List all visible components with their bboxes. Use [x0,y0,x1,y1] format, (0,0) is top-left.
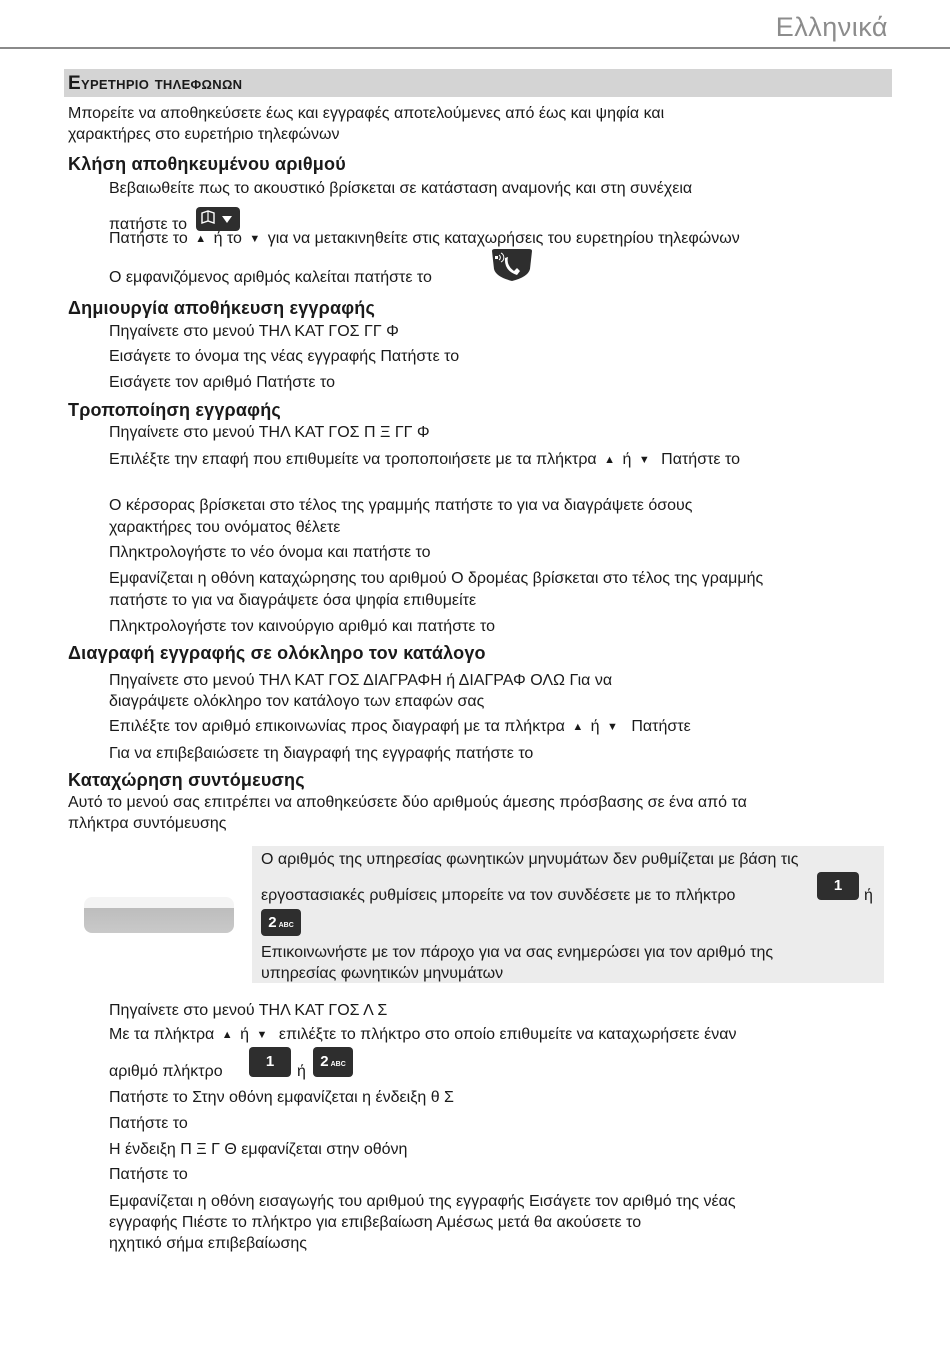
edit-line-2 [109,449,740,471]
key-2-digit: 2 [320,1053,329,1070]
edit-line-6: Εμφανίζεται η οθόνη καταχώρησης του αριθμού Ο δρομέας βρίσκεται στο τέλος της γραμμής [109,570,764,587]
shortcut-line-4-c: επιλέξτε το πλήκτρο στο οποίο επιθυμείτε να καταχωρήσετε έναν [278,1026,737,1043]
shortcut-line-12: ηχητικό σήμα επιβεβαίωσης [109,1235,307,1252]
delete-line-1: Πηγαίνετε στο μενού ΤΗΛ ΚΑΤ ΓΟΣ ΔΙΑΓΡΑΦΗ ή ΔΙΑΓΡΑΦ ΟΛΩ Για να [109,672,613,689]
up-arrow-icon: ▲ [195,233,207,245]
note-or: ή [864,887,873,904]
key-2-icon [261,909,301,936]
key-1-label: 1 [817,872,859,900]
edit-line-7: πατήστε το για να διαγράψετε όσα ψηφία επιθυμείτε [109,592,477,609]
language-label: Ελληνικά [775,12,888,42]
shortcut-line-5-a: αριθμό πλήκτρο [109,1063,223,1080]
header-divider [0,47,950,49]
edit-line-2-a: Επιλέξτε την επαφή που επιθυμείτε να τροποποιήσετε με τα πλήκτρα [109,451,597,468]
up-arrow-icon: ▲ [604,454,616,466]
shortcut-line-4-a: Με τα πλήκτρα [109,1026,215,1043]
shortcut-line-5-b: ή [297,1063,306,1080]
edit-line-8: Πληκτρολογήστε τον καινούργιο αριθμό και πατήστε το [109,618,495,635]
create-line-1: Πηγαίνετε στο μενού ΤΗΛ ΚΑΤ ΓΟΣ ΓΓ Φ [109,323,399,340]
shortcut-line-9: Πατήστε το [109,1166,188,1183]
note-line-2: εργοστασιακές ρυθμίσεις μπορείτε να τον συνδέσετε με το πλήκτρο [261,887,736,904]
edit-line-1: Πηγαίνετε στο μενού ΤΗΛ ΚΑΤ ΓΟΣ Π Ξ ΓΓ Φ [109,424,430,441]
edit-line-2-c: Πατήστε το [661,451,740,468]
up-arrow-icon: ▲ [572,721,584,733]
delete-line-3-c: Πατήστε [631,718,691,735]
call-line-2-text: πατήστε το [109,216,188,233]
key-2-label [313,1047,353,1077]
shortcut-line-1: Αυτό το μενού σας επιτρέπει να αποθηκεύσετε δύο αριθμούς άμεσης πρόσβασης σε ένα από τα [68,794,747,811]
call-line-3-c: για να μετακινηθείτε στις καταχωρήσεις του ευρετηρίου τηλεφώνων [267,230,740,247]
heading-edit-entry: Τροποποίηση εγγραφής [68,400,281,420]
shortcut-line-7: Πατήστε το [109,1115,188,1132]
key-2-icon [313,1047,353,1077]
key-1-icon [817,872,859,900]
call-line-3 [109,228,740,250]
shortcut-line-6: Πατήστε το Στην οθόνη εμφανίζεται η ένδειξη θ Σ [109,1089,454,1106]
shortcut-line-2: πλήκτρα συντόμευσης [68,815,227,832]
key-2-label [261,909,301,936]
down-arrow-icon: ▼ [638,454,650,466]
heading-delete-entry: Διαγραφή εγγραφής σε ολόκληρο τον κατάλογο [68,643,486,663]
shortcut-line-10: Εμφανίζεται η οθόνη εισαγωγής του αριθμού της εγγραφής Εισάγετε τον αριθμό της νέας [109,1193,736,1210]
call-line-3-a: Πατήστε το [109,230,188,247]
key-2-digit: 2 [268,914,277,931]
call-line-3-b: ή το [213,230,242,247]
call-key-icon [490,247,534,283]
section-title: Ευρετηριο τηλεφωνων [68,73,243,94]
heading-create-entry: Δημιουργία αποθήκευση εγγραφής [68,298,376,318]
note-line-3: Επικοινωνήστε με τον πάροχο για να σας ενημερώσει για τον αριθμό της [261,944,774,961]
intro-line-2: χαρακτήρες στο ευρετήριο τηλεφώνων [68,126,340,143]
shortcut-line-4-b: ή [240,1026,250,1043]
call-line-1: Βεβαιωθείτε πως το ακουστικό βρίσκεται σε κατάσταση αναμονής και στη συνέχεια [109,180,693,197]
up-arrow-icon: ▲ [221,1029,233,1041]
delete-line-2: διαγράψετε ολόκληρο τον κατάλογο των επαφών σας [109,693,485,710]
down-arrow-icon: ▼ [607,721,618,733]
delete-line-3-b: ή [590,718,600,735]
edit-line-2-b: ή [622,451,632,468]
key-1-icon [249,1047,291,1077]
delete-line-3-a: Επιλέξτε τον αριθμό επικοινωνίας προς διαγραφή με τα πλήκτρα [109,718,565,735]
key-2-letters: ABC [330,1061,346,1068]
note-marker [84,897,234,933]
shortcut-line-3: Πηγαίνετε στο μενού ΤΗΛ ΚΑΤ ΓΟΣ Λ Σ [109,1002,388,1019]
create-line-3: Εισάγετε τον αριθμό Πατήστε το [109,374,335,391]
call-line-4-text: Ο εμφανιζόμενος αριθμός καλείται πατήστε το [109,269,432,286]
down-arrow-icon: ▼ [256,1029,268,1041]
key-1-label: 1 [249,1047,291,1077]
shortcut-line-4 [109,1024,737,1046]
edit-line-5: Πληκτρολογήστε το νέο όνομα και πατήστε το [109,544,431,561]
heading-shortcut: Καταχώρηση συντόμευσης [68,770,305,790]
down-arrow-icon: ▼ [249,233,261,245]
create-line-2: Εισάγετε το όνομα της νέας εγγραφής Πατήστε το [109,348,460,365]
edit-line-3: Ο κέρσορας βρίσκεται στο τέλος της γραμμής πατήστε το για να διαγράψετε όσους [109,497,693,514]
note-line-1: Ο αριθμός της υπηρεσίας φωνητικών μηνυμάτων δεν ρυθμίζεται με βάση τις [261,851,799,868]
note-line-4: υπηρεσίας φωνητικών μηνυμάτων [261,965,504,982]
intro-line-1: Μπορείτε να αποθηκεύσετε έως και εγγραφές αποτελούμενες από έως και ψηφία και [68,105,665,122]
call-line-4 [109,267,432,288]
edit-line-4: χαρακτήρες του ονόματος θέλετε [109,519,341,536]
key-2-letters: ABC [278,922,294,929]
delete-line-3 [109,716,691,738]
shortcut-line-8: Η ένδειξη Π Ξ Γ Θ εμφανίζεται στην οθόνη [109,1141,408,1158]
delete-line-4: Για να επιβεβαιώσετε τη διαγραφή της εγγραφής πατήστε το [109,745,534,762]
shortcut-line-11: εγγραφής Πιέστε το πλήκτρο για επιβεβαίωση Αμέσως μετά θα ακούσετε το [109,1214,642,1231]
heading-call-stored: Κλήση αποθηκευμένου αριθμού [68,154,346,174]
